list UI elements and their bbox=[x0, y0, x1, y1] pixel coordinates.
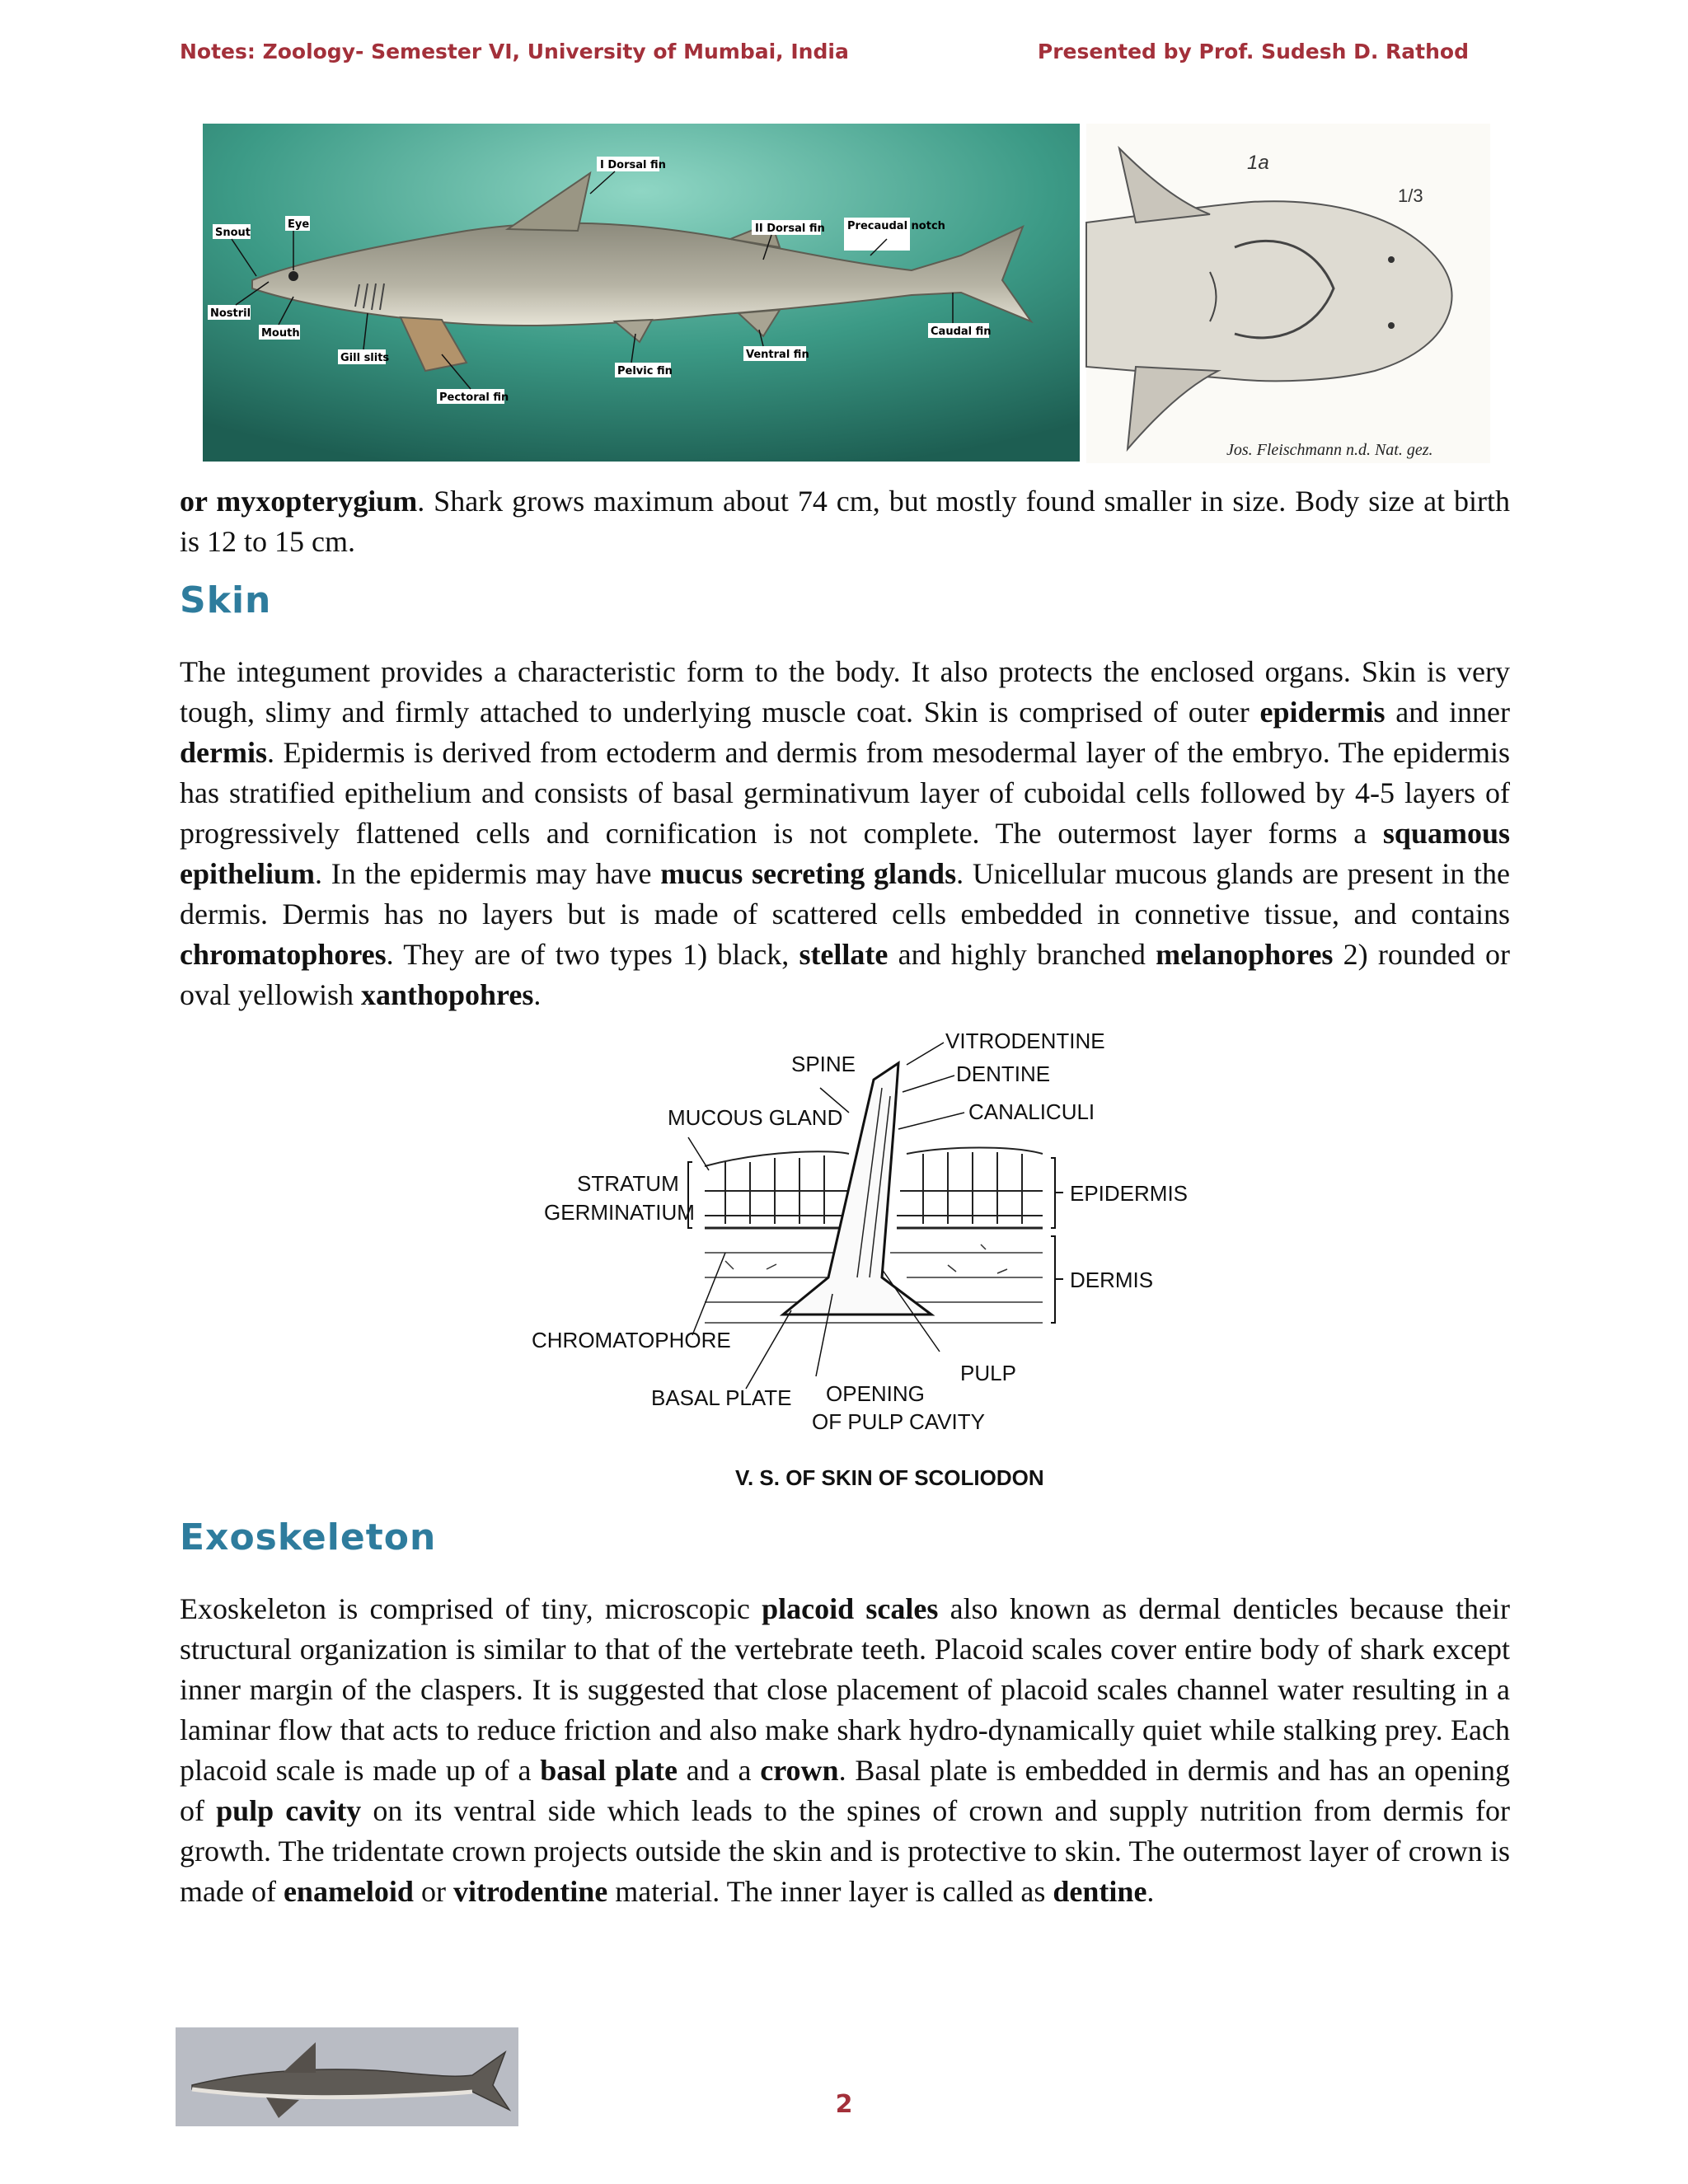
label-spine: SPINE bbox=[791, 1052, 856, 1076]
label-canaliculi: CANALICULI bbox=[968, 1099, 1095, 1124]
label-germinatium: GERMINATIUM bbox=[544, 1200, 695, 1225]
label-nostril: Nostril bbox=[210, 307, 251, 320]
label-epidermis: EPIDERMIS bbox=[1070, 1181, 1189, 1206]
annotation-1a: 1a bbox=[1247, 152, 1269, 174]
label-pelvic-fin: Pelvic fin bbox=[617, 365, 673, 377]
label-caudal-fin: Caudal fin bbox=[931, 326, 992, 338]
intro-paragraph: or myxopterygium. Shark grows maximum about 74 cm, but mostly found smaller in size. Body size at birth is 12 to 15 cm. bbox=[180, 485, 1510, 558]
exoskeleton-paragraph: Exoskeleton is comprised of tiny, microscopic placoid scales also known as dermal denticles because their structural organization is similar to that of the vertebrate teeth. Placoid scales cover entire body of shark except inner margin of the claspers. It is suggested that close placement of placoid scales channel water resulting in a laminar flow that acts to reduce friction and also make shark hydro-dynamically quiet while stalking prey. Each placoid scale is made up of a basal plate and a crown. Basal plate is embedded in dermis and has an opening of pulp cavity on its ventral side which leads to the spines of crown and supply nutrition from dermis for growth. The tridentate crown projects outside the skin and is protective to skin. The outermost layer of crown is made of enameloid or vitrodentine material. The inner layer is called as dentine. bbox=[180, 1592, 1510, 1908]
page-number: 2 bbox=[835, 2090, 853, 2119]
header-course-title: Notes: Zoology- Semester VI, University of Mumbai, India bbox=[180, 40, 849, 63]
shark-ventral-head-sketch bbox=[1086, 124, 1490, 463]
annotation-one-third: 1/3 bbox=[1398, 185, 1423, 206]
label-dermis: DERMIS bbox=[1070, 1268, 1154, 1292]
label-gill-slits: Gill slits bbox=[340, 352, 390, 364]
header-presenter: Presented by Prof. Sudesh D. Rathod bbox=[1037, 40, 1469, 63]
label-ventral-fin: Ventral fin bbox=[746, 349, 809, 361]
label-first-dorsal-fin: I Dorsal fin bbox=[600, 159, 666, 171]
artist-signature: Jos. Fleischmann n.d. Nat. gez. bbox=[1226, 441, 1433, 459]
label-second-dorsal-fin: II Dorsal fin bbox=[755, 223, 825, 235]
diagram-caption: V. S. OF SKIN OF SCOLIODON bbox=[735, 1465, 1044, 1490]
label-vitrodentine: VITRODENTINE bbox=[945, 1029, 1105, 1053]
skin-paragraph: The integument provides a characteristic form to the body. It also protects the enclosed organs. Skin is very tough, slimy and firmly attached to underlying muscle coat. Skin is comprised of outer epidermis and inner dermis. Epidermis is derived from ectoderm and dermis from mesodermal layer of the embryo. The epidermis has stratified epithelium and consists of basal germinativum layer of cuboidal cells followed by 4-5 layers of progressively flattened cells and cornification is not complete. The outermost layer forms a squamous epithelium. In the epidermis may have mucus secreting glands. Unicellular mucous glands are present in the dermis. Dermis has no layers but is made of scattered cells embedded in connetive tissue, and contains chromatophores. They are of two types 1) black, stellate and highly branched melanophores 2) rounded or oval yellowish xanthopohres. bbox=[180, 655, 1511, 1011]
skin-section-diagram bbox=[519, 1029, 1189, 1500]
label-mouth: Mouth bbox=[261, 327, 300, 340]
label-snout: Snout bbox=[215, 227, 251, 239]
label-stratum: STRATUM bbox=[577, 1171, 679, 1196]
label-basal-plate: BASAL PLATE bbox=[651, 1385, 792, 1410]
label-eye: Eye bbox=[288, 218, 310, 231]
label-opening-of-pulp-cavity: OF PULP CAVITY bbox=[812, 1409, 985, 1434]
label-pulp: PULP bbox=[960, 1361, 1016, 1385]
label-chromatophore: CHROMATOPHORE bbox=[532, 1328, 731, 1352]
shark-labelled-photo bbox=[203, 124, 1080, 462]
label-precaudal-notch: Precaudal notch bbox=[847, 220, 945, 232]
label-dentine: DENTINE bbox=[956, 1062, 1051, 1086]
section-heading-exoskeleton: Exoskeleton bbox=[180, 1516, 437, 1558]
label-pectoral-fin: Pectoral fin bbox=[439, 391, 509, 404]
label-opening: OPENING bbox=[826, 1381, 925, 1406]
label-mucous-gland: MUCOUS GLAND bbox=[668, 1105, 843, 1130]
section-heading-skin: Skin bbox=[180, 579, 272, 621]
